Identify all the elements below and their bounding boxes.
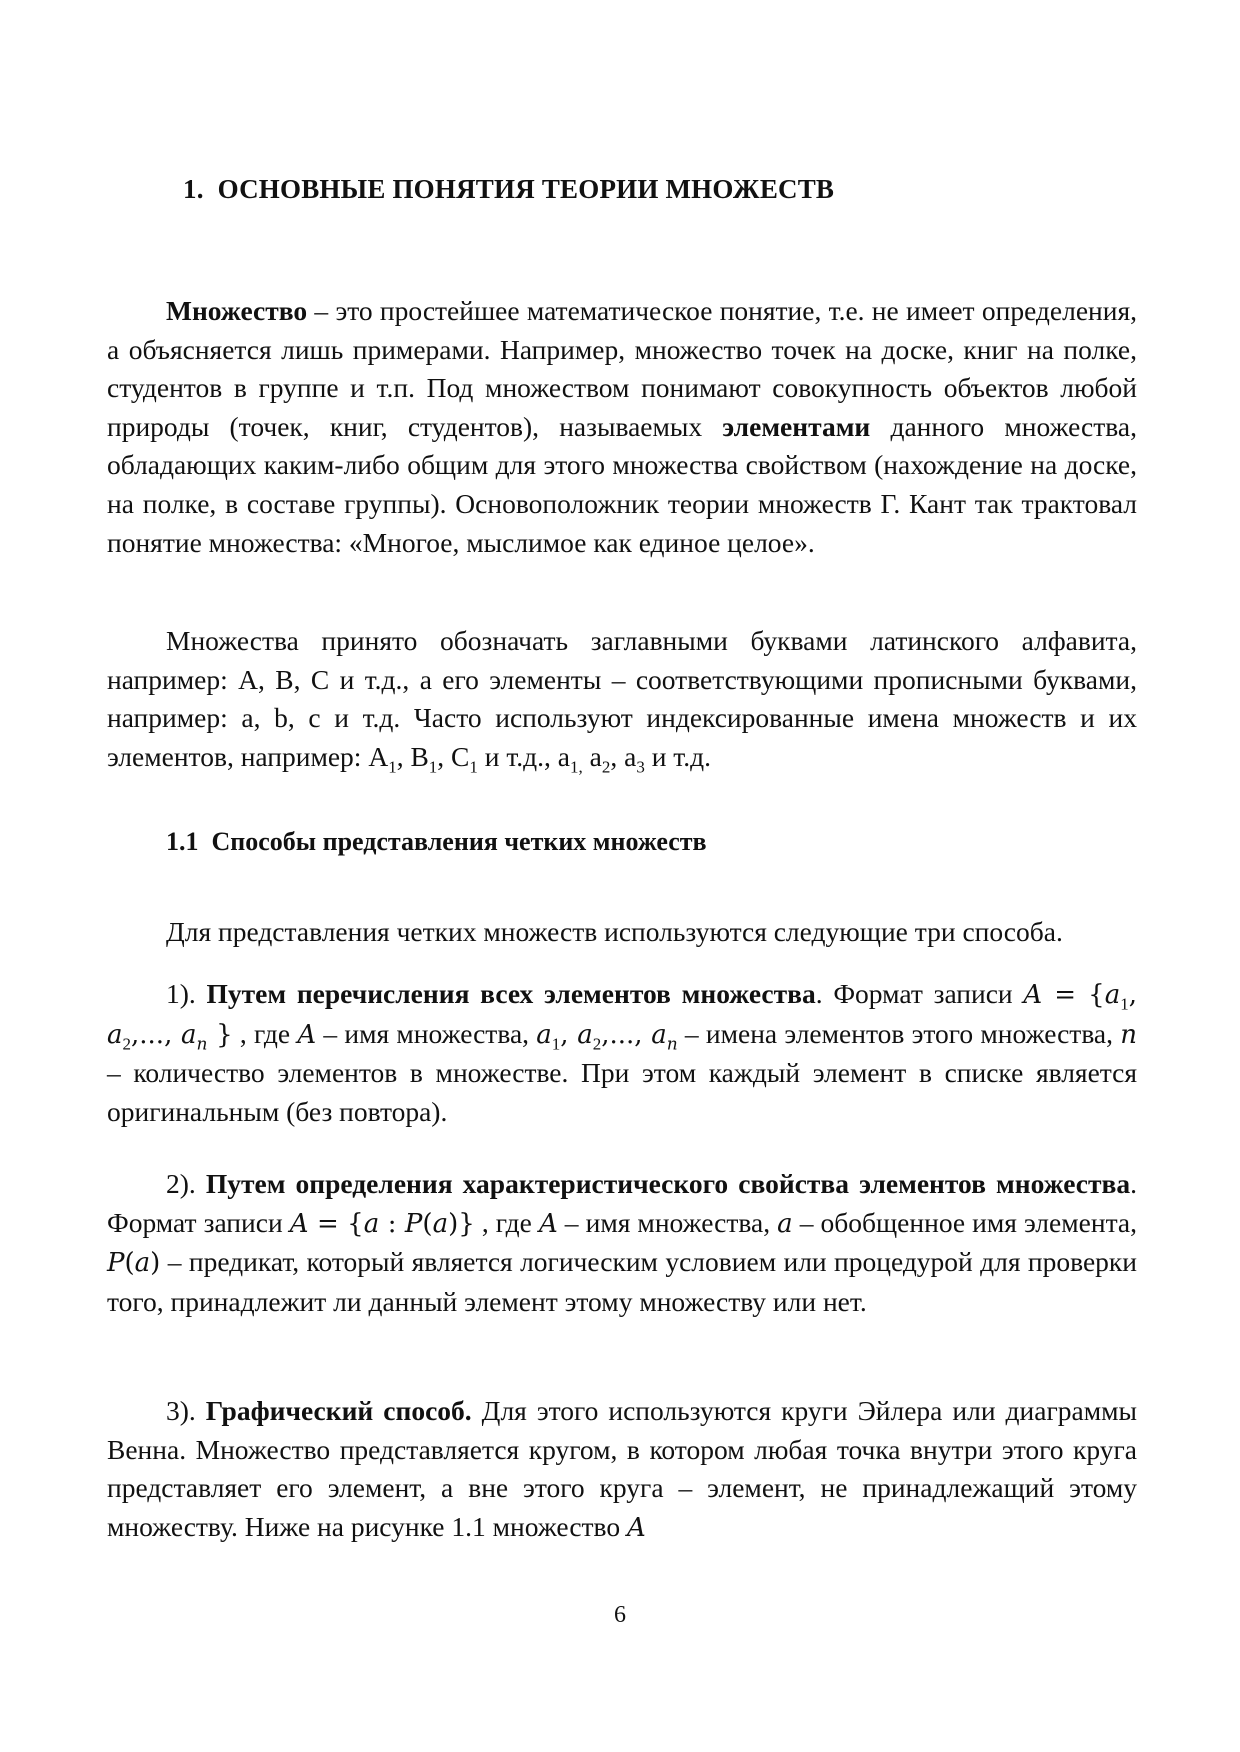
formula-subn: n — [196, 1034, 208, 1055]
formula2-close: )} — [448, 1208, 475, 1239]
p2-sep-2: , C — [437, 740, 470, 772]
formula-an: a — [180, 1019, 197, 1050]
p4-text3: – имя множества, — [316, 1017, 537, 1049]
page-number: 6 — [614, 1602, 626, 1628]
p2-sep-4: a — [582, 740, 602, 772]
p2-text-end: и т.д. — [644, 740, 711, 772]
p6-text1: Для этого используются круги Эйлера или диаграммы Венна. Множество представляется кругом, в котором любая точка внутри этого круга представляет его элемент, а вне этого круга – элемент, не принадлежащий этому множеству. Ниже на рисунке 1.1 множество — [107, 1395, 1137, 1542]
p1-text1: – это простейшее математическое понятие, т.е. не имеет определения, а объясняется лишь примерами. Например, множество точек на доске, книг на полке, студентов в группе и т.п. Под множеством понимают совокупность объектов любой природы (точек, книг, студентов), называемых — [107, 295, 1137, 442]
p5-text3: – имя множества, — [557, 1206, 778, 1238]
var-A: A — [297, 1019, 317, 1050]
elem-comma1: , — [560, 1019, 578, 1050]
p6-num: 3). — [166, 1395, 206, 1426]
formula-close: } — [207, 1019, 233, 1050]
formula2-P: P — [404, 1208, 423, 1239]
formula-set-A: A — [1023, 980, 1043, 1010]
section-number: 1.1 — [166, 827, 199, 856]
p2-sep-5: , a — [610, 740, 637, 772]
paragraph-method-enumeration — [107, 975, 1137, 1131]
p4-text2: , где — [232, 1017, 298, 1049]
formula-eq: = { — [1042, 980, 1105, 1010]
paragraph-notation — [107, 622, 1137, 776]
formula-ellipsis: ,..., — [131, 1019, 181, 1050]
formula-a2: a — [107, 1019, 123, 1050]
var-n: n — [1120, 1019, 1138, 1050]
p1-text2: данного множества, обладающих каким-либо общим для этого множества свойством (нахождение на доске, на полке, в составе группы). Основоположник теории множеств Г. Кант так трактовал понятие множества: «Многое, мыслимое как единое целое». — [107, 410, 1137, 558]
p2-text1: Множества принято обозначать заглавными буквами латинского алфавита, например: A, B, C и т.д., а его элементы – соответствующими прописными буквами, например: a, b, c и т.д. Часто используют индексированные имена множеств и их элементов, например: A — [107, 625, 1137, 772]
formula2-open: ( — [422, 1208, 433, 1239]
term-graphic: Графический способ. — [205, 1395, 472, 1426]
var2-P: P — [107, 1248, 125, 1279]
formula-sub1: 1 — [1120, 994, 1129, 1014]
p5-text4: – обобщенное имя элемента, — [792, 1206, 1137, 1238]
paragraph-method-property — [107, 1165, 1137, 1321]
section-heading — [166, 827, 707, 857]
p2-sub-4: 1, — [570, 757, 583, 777]
chapter-heading — [183, 174, 834, 205]
var2-a2: a — [134, 1248, 151, 1279]
p4-text1: . Формат записи — [815, 978, 1024, 1009]
p2-sub-5: 2 — [601, 757, 611, 777]
elem-an: a — [651, 1019, 667, 1050]
var2-A: A — [538, 1208, 558, 1239]
p3-text: Для представления четких множеств используются следующие три способа. — [166, 916, 1063, 947]
term-enumeration: Путем перечисления всех элементов множества — [206, 978, 816, 1009]
p2-sub-3: 1 — [469, 757, 478, 777]
formula-comma1: , — [1128, 980, 1137, 1010]
formula-sub2: 2 — [122, 1034, 132, 1054]
p2-sub-6: 3 — [636, 757, 645, 777]
var2-open: ( — [124, 1248, 135, 1279]
p5-text2: , где — [474, 1206, 539, 1238]
term-elements: элементами — [722, 410, 871, 442]
term-property: Путем определения характеристического свойства элементов множества — [205, 1168, 1131, 1199]
paragraph-method-graphic — [107, 1392, 1137, 1547]
paragraph-set-definition — [107, 292, 1137, 562]
formula-a1: a — [1104, 980, 1121, 1010]
formula2-a: a — [363, 1208, 380, 1239]
p4-text4: – имена элементов этого множества, — [677, 1017, 1121, 1049]
p2-sep-3: и т.д., a — [477, 740, 570, 772]
p2-sub-1: 1 — [388, 757, 397, 777]
elem-ellipsis: ,..., — [601, 1019, 652, 1050]
formula2-eq: = { — [308, 1208, 364, 1239]
p5-num: 2). — [166, 1168, 206, 1199]
chapter-title: ОСНОВНЫЕ ПОНЯТИЯ ТЕОРИИ МНОЖЕСТВ — [217, 174, 835, 204]
p2-sub-2: 1 — [428, 757, 438, 777]
p5-text5: – предикат, который является логическим условием или процедурой для проверки того, принадлежит ли данный элемент этому множеству или нет. — [107, 1246, 1137, 1317]
formula2-a2: a — [432, 1208, 449, 1239]
section-title: Способы представления четких множеств — [211, 827, 707, 856]
elem-a1: a — [536, 1019, 552, 1050]
var3-A: A — [626, 1512, 646, 1543]
elem-subn: n — [666, 1034, 678, 1055]
var2-close: ) — [150, 1248, 161, 1279]
formula2-A: A — [289, 1208, 309, 1239]
p4-text5: – количество элементов в множестве. При этом каждый элемент в списке является оригинальным (без повтора). — [107, 1057, 1137, 1127]
formula2-colon: : — [379, 1208, 405, 1239]
p5-text1: . Формат записи — [107, 1168, 1137, 1238]
paragraph-intro-methods — [107, 913, 1137, 952]
chapter-number: 1. — [183, 174, 204, 204]
elem-sub1: 1 — [551, 1034, 561, 1054]
var2-a: a — [777, 1208, 793, 1239]
elem-a2: a — [577, 1019, 593, 1050]
term-set: Множество — [166, 295, 308, 326]
p4-num: 1). — [166, 978, 207, 1009]
elem-sub2: 2 — [592, 1034, 602, 1054]
p2-sep-1: , B — [396, 740, 429, 772]
